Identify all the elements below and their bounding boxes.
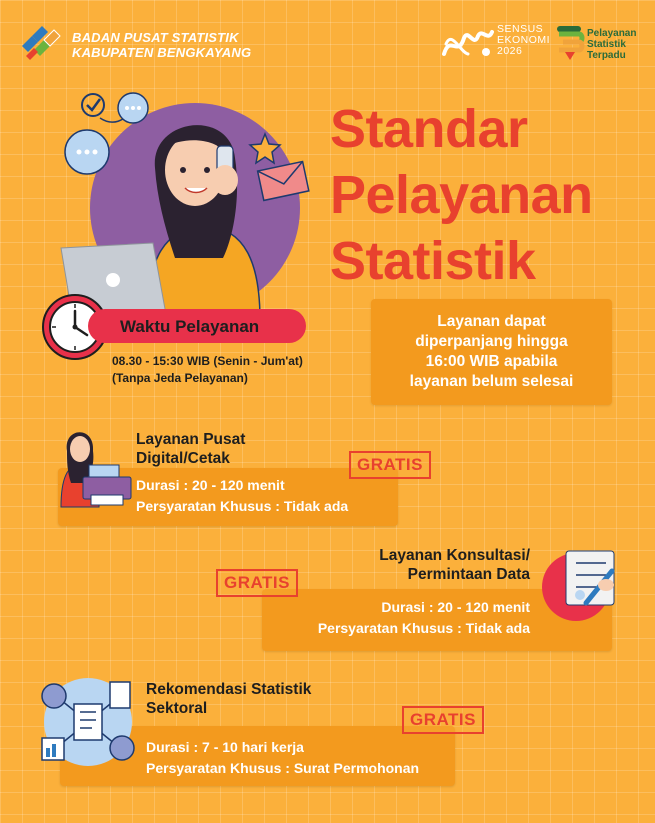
pst-logo-icon	[555, 24, 585, 62]
chat-bubble-icon	[118, 93, 148, 123]
service2-title-line1: Layanan Konsultasi/	[379, 547, 530, 564]
sensus-ekonomi-text	[497, 24, 550, 57]
org-line1: BADAN PUSAT STATISTIK	[72, 30, 239, 45]
service1-title-line1: Layanan Pusat	[136, 431, 246, 448]
pst-text	[587, 28, 636, 61]
printer-woman-icon	[55, 421, 135, 509]
service-hours: 08.30 - 15:30 WIB (Senin - Jum'at)	[112, 354, 303, 368]
organization-name	[72, 30, 251, 60]
sensus-line1: SENSUS	[497, 23, 544, 35]
sensus-ekonomi-logo-icon	[440, 24, 496, 62]
service3-title-line2: Sektoral	[146, 700, 208, 717]
title-line2: Pelayanan	[330, 165, 593, 225]
extension-line2: diperpanjang hingga	[415, 333, 568, 350]
service1-title-line2: Digital/Cetak	[136, 450, 230, 467]
sensus-line2: EKONOMI	[497, 34, 551, 46]
org-line2: KABUPATEN BENGKAYANG	[72, 45, 252, 60]
document-network-icon	[36, 676, 140, 768]
checklist-pen-icon	[540, 545, 620, 625]
pst-line2: Statistik	[587, 39, 626, 50]
extension-note-text	[371, 312, 612, 392]
service-hours-note: (Tanpa Jeda Pelayanan)	[112, 371, 248, 385]
service-details-konsultasi	[270, 597, 530, 639]
service2-persyaratan: Persyaratan Khusus : Tidak ada	[317, 620, 530, 636]
pst-line1: Pelayanan	[587, 28, 637, 39]
service-title-rekomendasi	[146, 680, 311, 718]
bps-logo-icon	[18, 24, 64, 62]
sensus-line3: 2026	[497, 45, 523, 57]
extension-line1: Layanan dapat	[437, 313, 546, 330]
extension-line3: 16:00 WIB apabila	[425, 353, 558, 370]
waktu-pelayanan-hours	[112, 353, 303, 387]
service-title-pusat-digital	[136, 430, 245, 468]
service3-durasi: Durasi : 7 - 10 hari kerja	[146, 739, 304, 755]
service1-persyaratan: Persyaratan Khusus : Tidak ada	[136, 498, 349, 514]
page-title	[330, 96, 593, 294]
title-line3: Statistik	[330, 231, 536, 291]
service2-durasi: Durasi : 20 - 120 menit	[381, 599, 530, 615]
service3-title-line1: Rekomendasi Statistik	[146, 681, 312, 698]
gratis-badge: GRATIS	[216, 569, 298, 597]
customer-service-illustration	[55, 88, 335, 320]
gratis-badge: GRATIS	[402, 706, 484, 734]
service3-persyaratan: Persyaratan Khusus : Surat Permohonan	[146, 760, 420, 776]
check-bubble-icon	[82, 94, 104, 116]
service-details-pusat-digital	[136, 475, 348, 517]
pst-line3: Terpadu	[587, 50, 626, 61]
gratis-badge: GRATIS	[349, 451, 431, 479]
waktu-pelayanan-label: Waktu Pelayanan	[120, 317, 260, 336]
extension-line4: layanan belum selesai	[409, 373, 574, 390]
chat-bubble-large-icon	[65, 130, 109, 174]
service2-title-line2: Permintaan Data	[407, 566, 530, 583]
service-title-konsultasi	[340, 546, 530, 584]
service1-durasi: Durasi : 20 - 120 menit	[136, 477, 285, 493]
service-details-rekomendasi	[146, 737, 419, 779]
title-line1: Standar	[330, 99, 528, 159]
